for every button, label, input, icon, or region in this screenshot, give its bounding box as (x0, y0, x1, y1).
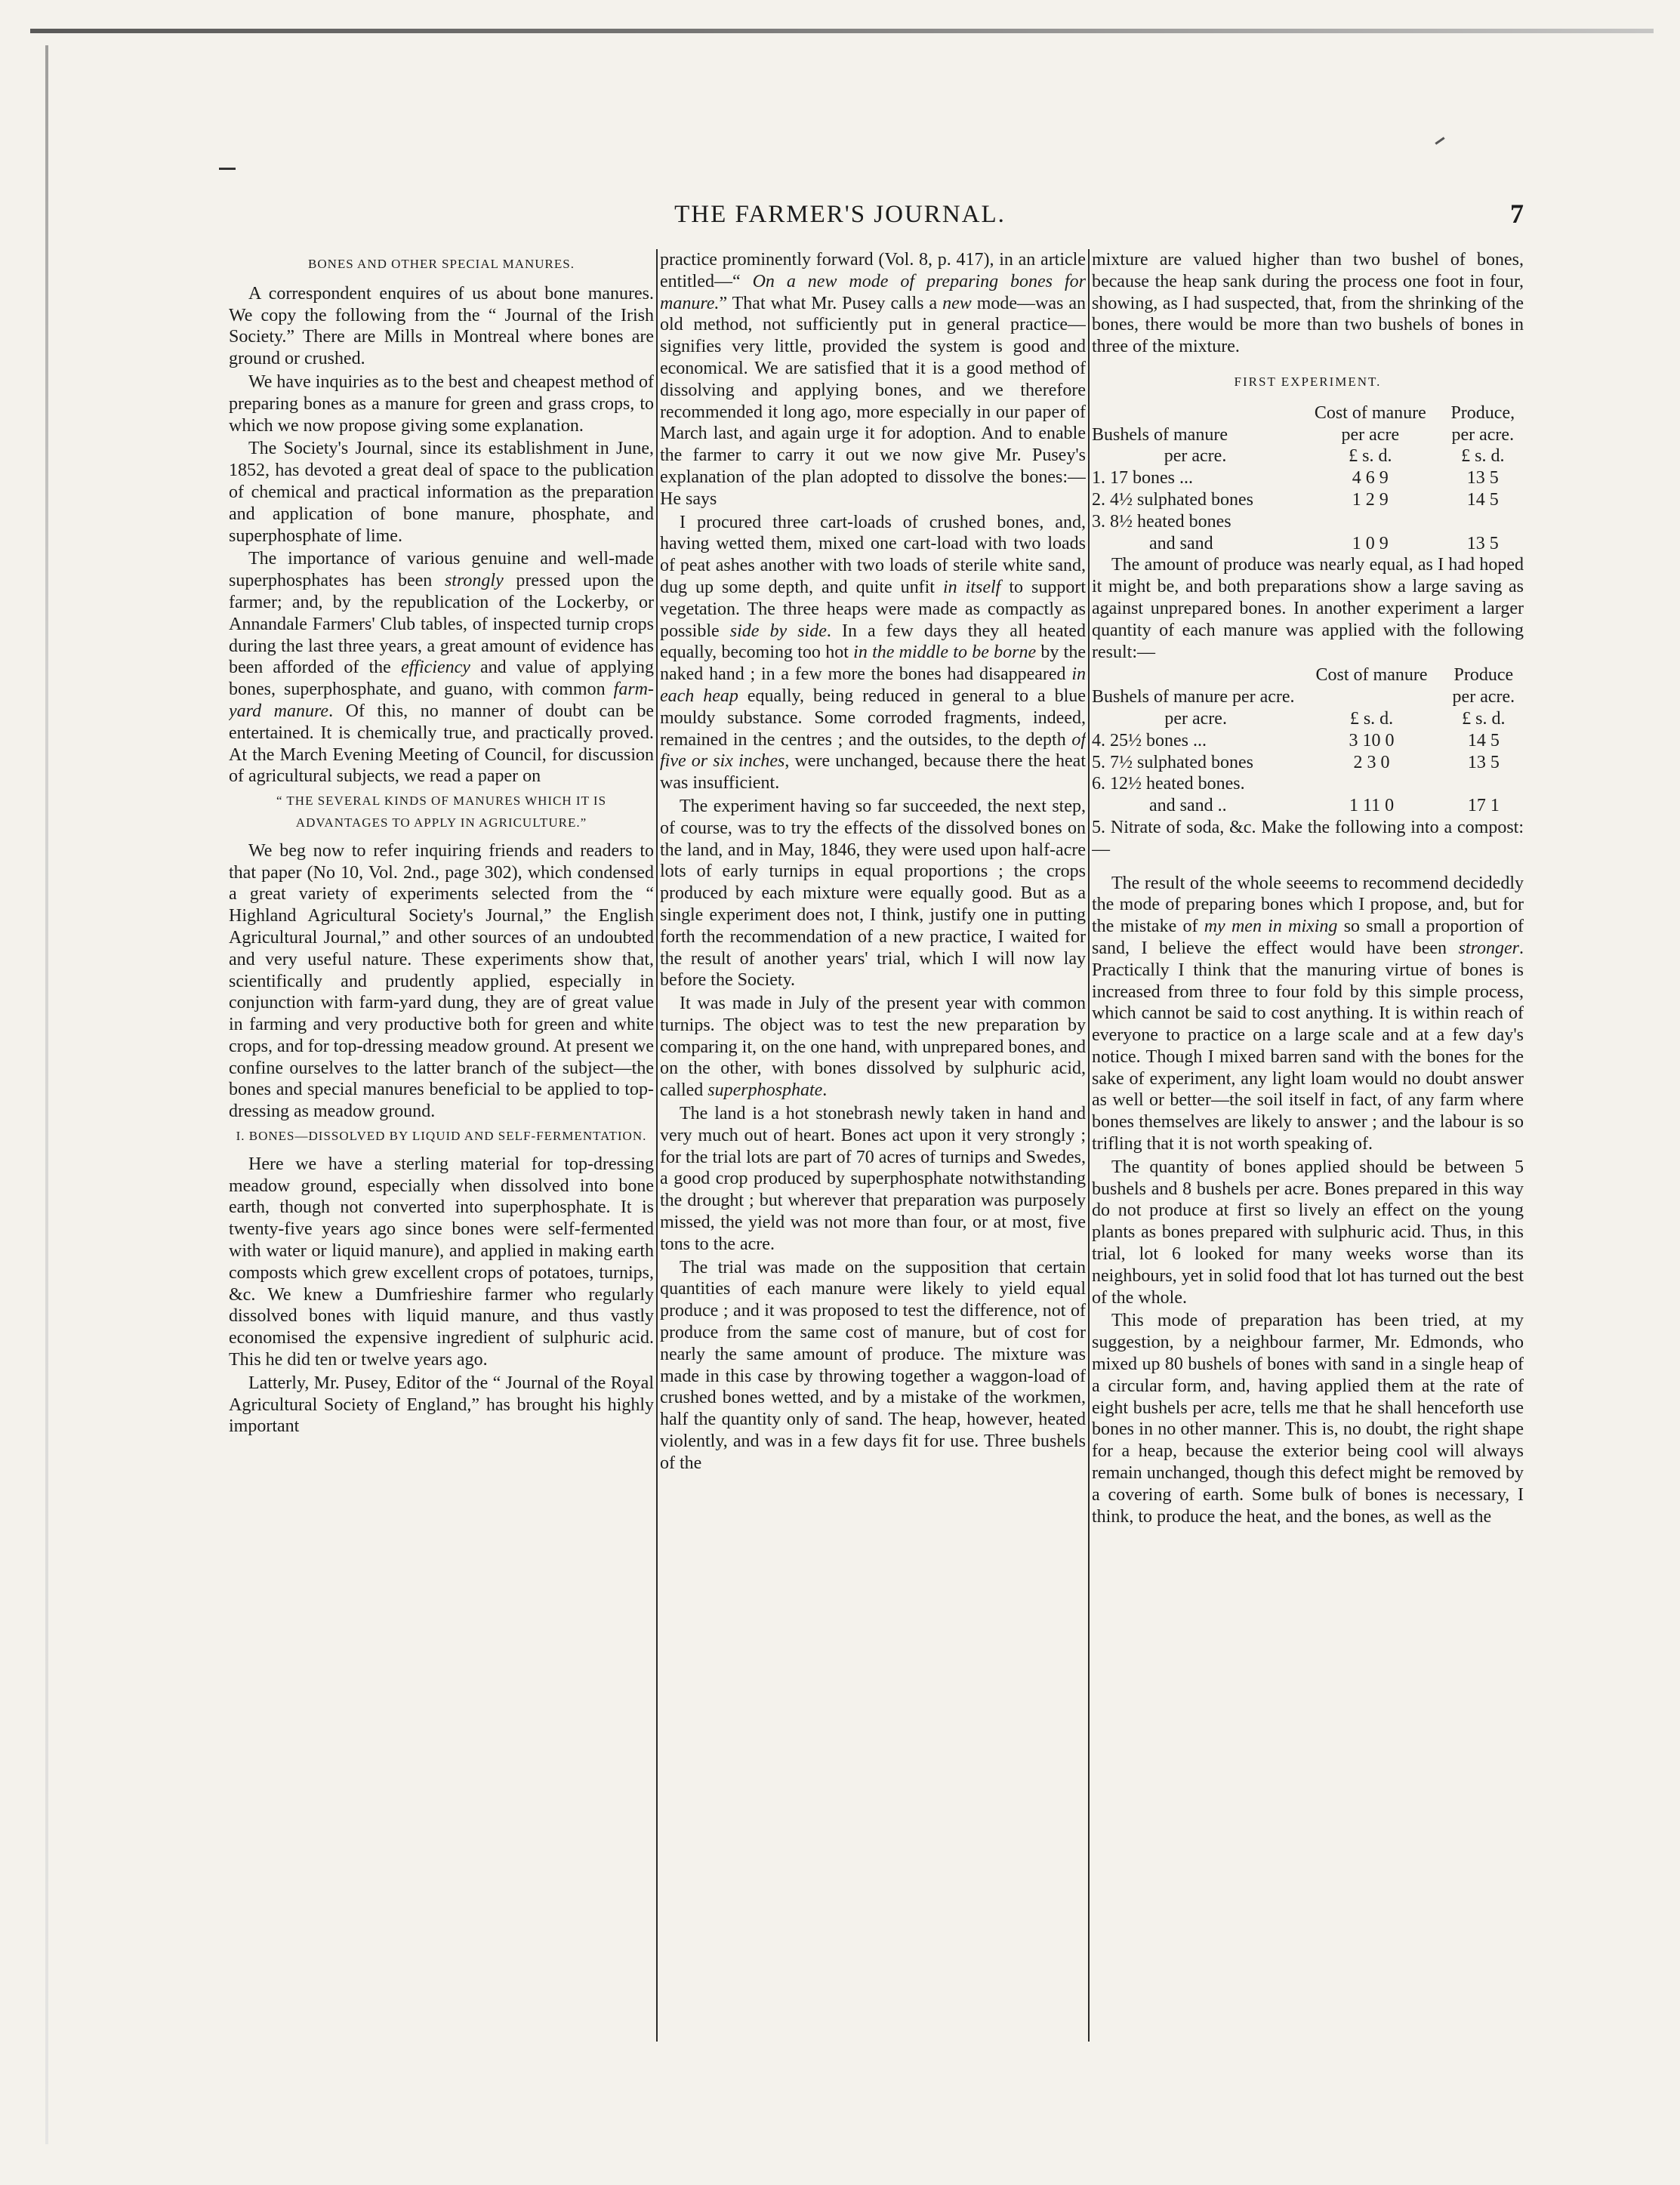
paragraph: The quantity of bones applied should be between 5 bushels and 8 bushels per acre. Bones prepared in this way do not produce at first so lively an effect on the young plants as bones prepared with sulphuric acid. Thus, in this trial, lot 6 looked for many weeks worse than its neighbours, yet in solid food that lot has turned out the best of the whole. (1092, 1157, 1524, 1308)
table-header: Cost of manure (1315, 665, 1428, 686)
table-cell: 14 5 (1467, 730, 1500, 750)
table-row (1092, 467, 1524, 489)
paragraph: practice prominently forward (Vol. 8, p. 417), in an article entitled—“ On a new mode of preparing bones for manure.” That what Mr. Pusey calls a new mode—was an old method, not sufficiently put in general practice—signifies very little, provided the system is good and economical. We are satisfied that it is a good method of dissolving and applying bones, and we therefore recommended it long ago, more especially in our paper of March last, and again urge it for adoption. And to enable the farmer to carry it out we now give Mr. Pusey's explanation of the plan adopted to dissolve the bones:—He says (660, 250, 1086, 509)
table-cell: 6. 12½ heated bones. (1092, 774, 1245, 794)
table-header: per acre. (1164, 446, 1227, 467)
paragraph: A correspondent enquires of us about bone manures. We copy the following from the “ Journal of the Irish Society.” There are Mills in Montreal where bones are ground or crushed. (229, 283, 654, 369)
table-header: Produce (1453, 665, 1514, 686)
section-heading: I. BONES—DISSOLVED BY LIQUID AND SELF-FERMENTATION. (236, 1129, 647, 1144)
article-heading: BONES AND OTHER SPECIAL MANURES. (308, 257, 575, 271)
table-header: £ s. d. (1462, 708, 1506, 729)
table-cell (1442, 511, 1524, 533)
paragraph: The amount of produce was nearly equal, as I had hoped it might be, and both preparations show a large saving as against unprepared bones. In another experiment a larger quantity of each manure was applied with the following result:— (1092, 555, 1524, 662)
paragraph: This mode of preparation has been tried, at my suggestion, by a neighbour farmer, Mr. Edmonds, who mixed up 80 bushels of bones with sand in a single heap of a circular form, and, having applied them at the rate of eight bushels per acre, tells me that he shall henceforth use bones in no other manner. This is, no doubt, the right shape for a heap, because the exterior being cool will always remain unchanged, though this defect might be removed by a covering of earth. Some bulk of bones is necessary, I think, to produce the heat, and the bones, as well as the (1092, 1311, 1524, 1527)
table-cell: 4 6 9 (1352, 468, 1389, 488)
table-cell: 14 5 (1466, 489, 1499, 510)
table-cell: 2. 4½ sulphated bones (1092, 489, 1253, 510)
running-head: THE FARMER'S JOURNAL. (674, 201, 1006, 228)
table-cell: 13 5 (1466, 468, 1499, 488)
paragraph: Latterly, Mr. Pusey, Editor of the “ Journal of the Royal Agricultural Society of England,” has brought his highly important (229, 1373, 654, 1437)
experiment-title: FIRST EXPERIMENT. (1234, 374, 1382, 389)
paper-title: “ THE SEVERAL KINDS OF MANURES WHICH IT IS ADVANTAGES TO APPLY IN AGRICULTURE.” (276, 794, 607, 830)
page-number: 7 (1510, 199, 1524, 229)
table-cell: 5. 7½ sulphated bones (1092, 752, 1253, 772)
paragraph: The trial was made on the supposition that certain quantities of each manure were likely to yield equal produce ; and it was proposed to test the difference, not of produce from the same cost of manure, but of cost for nearly the same amount of produce. The mixture was made in this case by throwing together a waggon-load of crushed bones wetted, and by a mistake of the workmen, half the quantity only of sand. The heap, however, heated violently, and was in a few days fit for use. Three bushels of the (660, 1257, 1086, 1473)
column-1 (229, 249, 654, 2034)
table-header: per acre. (1451, 424, 1515, 445)
table-header: per acre. (1164, 708, 1227, 729)
table-row (1092, 489, 1524, 511)
column-3 (1092, 249, 1524, 2034)
table-cell (1299, 773, 1443, 795)
scan-mark (219, 168, 236, 170)
table-cell: 3 10 0 (1349, 730, 1395, 750)
scan-mark (1435, 137, 1444, 144)
table-header: £ s. d. (1461, 446, 1505, 467)
table-row (1092, 533, 1524, 555)
table-header: per acre (1341, 424, 1400, 445)
table-cell: 17 1 (1467, 796, 1500, 816)
table-cell: and sand (1149, 533, 1213, 553)
paragraph: mixture are valued higher than two bushel of bones, because the heap sank during the process one foot in four, showing, as I had suspected, that, from the shrinking of the bones, there would be more than two bushels of bones in three of the mixture. (1092, 250, 1524, 357)
paragraph: The result of the whole seeems to recommend decidedly the mode of preparing bones which I propose, and, but for the mistake of my men in mixing so small a proportion of sand, I believe the effect would have been stronger. Practically I think that the manuring virtue of bones is increased from three to four fold by this simple process, which cannot be said to cost anything. It is within reach of everyone to practice on a large scale and at a few day's notice. Though I mixed barren sand with the bones for the sake of experiment, any light loam would no doubt answer as well or better—the soil itself in fact, of any farm where bones themselves are likely to answer ; and the labour is so trifling that it is not worth speaking of. (1092, 873, 1524, 1154)
table-cell: 1. 17 bones ... (1092, 468, 1193, 488)
paragraph: I procured three cart-loads of crushed bones, and, having wetted them, mixed one cart-load with two loads of peat ashes another with two loads of sterile white sand, dug up some depth, and quite unfit in itself to support vegetation. The three heaps were made as compactly as possible side by side. In a few days they all heated equally, becoming too hot in the middle to be borne by the naked hand ; in a few more the bones had disappeared in each heap equally, being reduced in general to a blue mouldy substance. Some corroded fragments, indeed, remained in the centres ; and the outsides, to the depth of five or six inches, were unchanged, because there the heat was insufficient. (660, 512, 1086, 794)
second-experiment-table (1092, 664, 1524, 817)
paragraph: We beg now to refer inquiring friends and readers to that paper (No 10, Vol. 2nd., page 302), which condensed a great variety of experiments selected from the “ Highland Agricultural Society's Journal,” the English Agricultural Journal,” and other sources of an undoubted and very useful nature. These experiments show that, scientifically and prudently applied, especially in conjunction with farm-yard dung, they are of great value in farming and very productive both for green and white crops, and for top-dressing meadow ground. At present we confine ourselves to the latter branch of the subject—the bones and special manures beneficial to be applied to top-dressing as meadow ground. (229, 840, 654, 1122)
table-row (1092, 511, 1524, 533)
column-rule (1088, 249, 1090, 2042)
table-cell: 3. 8½ heated bones (1092, 511, 1231, 532)
paragraph: It was made in July of the present year with common turnips. The object was to test the new preparation by comparing it, on the one hand, with unprepared bones, and on the other, with bones dissolved by sulphuric acid, called superphosphate. (660, 994, 1086, 1101)
table-header: per acre. (1452, 687, 1515, 707)
paragraph: 5. Nitrate of soda, &c. Make the following into a compost:— (1092, 817, 1524, 859)
first-experiment-table (1092, 402, 1524, 555)
table-header: Bushels of manure (1092, 424, 1228, 445)
paragraph: The land is a hot stonebrash newly taken in hand and very much out of heart. Bones act upon it very strongly ; for the trial lots are part of 70 acres of turnips and Swedes, a good crop produced by superphosphate notwithstanding the drought ; but wherever that preparation was purposely missed, the yield was not more than four, or at most, five tons to the acre. (660, 1104, 1086, 1254)
column-rule (656, 249, 658, 2042)
scan-edge-top (30, 29, 1654, 33)
column-2 (660, 249, 1086, 2034)
table-row (1092, 795, 1524, 817)
paragraph: We have inquiries as to the best and cheapest method of preparing bones as a manure for green and grass crops, to which we now propose giving some explanation. (229, 371, 654, 436)
table-cell: and sand .. (1149, 796, 1227, 816)
table-header: £ s. d. (1349, 446, 1392, 467)
paragraph: The importance of various genuine and well-made superphosphates has been strongly pressed upon the farmer; and, by the republication of the Lockerby, or Annandale Farmers' Club tables, of inspected turnip crops during the last three years, a great amount of evidence has been afforded of the efficiency and value of applying bones, superphosphate, and guano, with common farm-yard manure. Of this, no manner of doubt can be entertained. It is chemically true, and practically proved. At the March Evening Meeting of Council, for discussion of agricultural subjects, we read a paper on (229, 549, 654, 787)
table-cell: 13 5 (1467, 752, 1500, 772)
table-cell: 4. 25½ bones ... (1092, 730, 1207, 750)
table-cell: 2 3 0 (1353, 752, 1390, 772)
table-header: Produce, (1450, 402, 1515, 423)
table-cell: 1 11 0 (1349, 796, 1395, 816)
paragraph: The experiment having so far succeeded, the next step, of course, was to try the effects of the dissolved bones on the land, and in May, 1846, they were used upon half-acre lots of early turnips in equal proportions ; the crops produced by each mixture were equally good. But as a single experiment does not, I think, justify one in putting forth the recommendation of a new practice, I waited for the result of another years' trial, which I will now lay before the Society. (660, 796, 1086, 991)
scan-edge-left (45, 45, 48, 2144)
table-cell: 1 2 9 (1352, 489, 1389, 510)
table-row (1092, 773, 1524, 795)
table-cell: 13 5 (1466, 533, 1499, 553)
table-header: Cost of manure (1314, 402, 1426, 423)
table-cell: 1 0 9 (1352, 533, 1389, 553)
table-cell (1444, 773, 1524, 795)
paragraph: Here we have a sterling material for top-dressing meadow ground, especially when dissolved into bone earth, though not converted into superphosphate. It is twenty-five years ago since bones were self-fermented with water or liquid manure), and applied in making earth composts which grew excellent crops of potatoes, turnips, &c. We knew a Dumfrieshire farmer who regularly dissolved bones with liquid manure, and thus vastly economised the expensive ingredient of sulphuric acid. This he did ten or twelve years ago. (229, 1154, 654, 1370)
table-row (1092, 730, 1524, 752)
table-row (1092, 752, 1524, 774)
table-header: Bushels of manure per acre. (1092, 687, 1295, 707)
table-header: £ s. d. (1349, 708, 1394, 729)
paragraph: The Society's Journal, since its establishment in June, 1852, has devoted a great deal of space to the publication of chemical and practical information as the preparation and application of bone manure, phosphate, and superphosphate of lime. (229, 439, 654, 546)
table-cell (1299, 511, 1442, 533)
